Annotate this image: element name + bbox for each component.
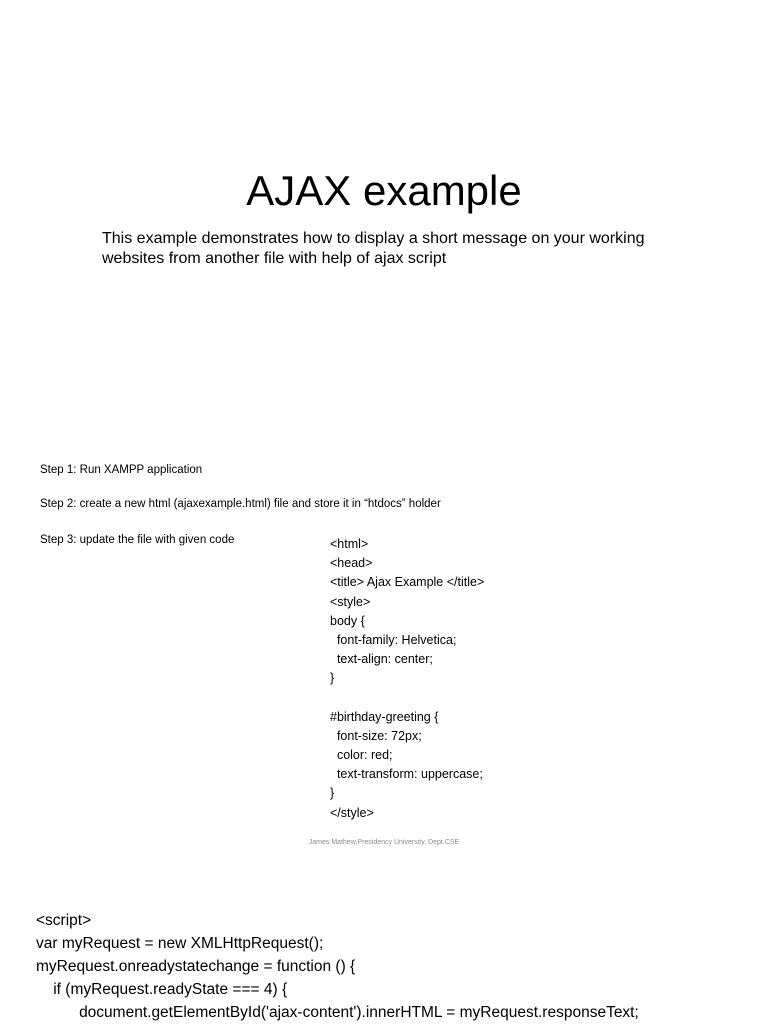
code-line: <head> xyxy=(330,556,373,571)
code-line: <title> Ajax Example </title> xyxy=(330,575,485,590)
footer-credit: James Mathew,Presidency University, Dept.CSE xyxy=(308,839,460,846)
code-line: myRequest.onreadystatechange = function () { xyxy=(36,958,356,975)
code-line: font-size: 72px; xyxy=(330,728,422,743)
code-line: font-family: Helvetica; xyxy=(330,632,457,647)
code-line: </style> xyxy=(330,805,374,820)
slide-steps xyxy=(0,432,768,864)
slide-script-code xyxy=(0,864,768,1024)
code-line: text-align: center; xyxy=(330,652,433,667)
code-line: #birthday-greeting { xyxy=(330,709,439,724)
code-line: if (myRequest.readyState === 4) { xyxy=(36,981,288,998)
slide-subtitle: This example demonstrates how to display a short message on your working websites from another file with help of ajax script xyxy=(102,230,645,267)
code-line: var myRequest = new XMLHttpRequest(); xyxy=(36,935,324,952)
script-code-block xyxy=(36,909,639,1024)
step-1-text: Step 1: Run XAMPP application xyxy=(40,464,203,476)
slide-title: AJAX example xyxy=(246,167,522,214)
html-code-block xyxy=(330,535,484,823)
code-line: <script> xyxy=(36,912,92,929)
slide-title-page xyxy=(0,0,768,432)
code-line: color: red; xyxy=(330,748,393,763)
code-line: text-transform: uppercase; xyxy=(330,767,483,782)
code-line: document.getElementById('ajax-content').innerHTML = myRequest.responseText; xyxy=(36,1004,639,1021)
code-line: body { xyxy=(330,613,365,628)
step-3-text: Step 3: update the file with given code xyxy=(40,534,235,546)
code-line xyxy=(330,689,484,708)
code-line: } xyxy=(330,671,335,686)
code-line: <html> xyxy=(330,537,369,551)
step-2-text: Step 2: create a new html (ajaxexample.html) file and store it in “htdocs” holder xyxy=(40,498,441,510)
code-line: } xyxy=(330,786,335,801)
code-line: <style> xyxy=(330,594,371,609)
